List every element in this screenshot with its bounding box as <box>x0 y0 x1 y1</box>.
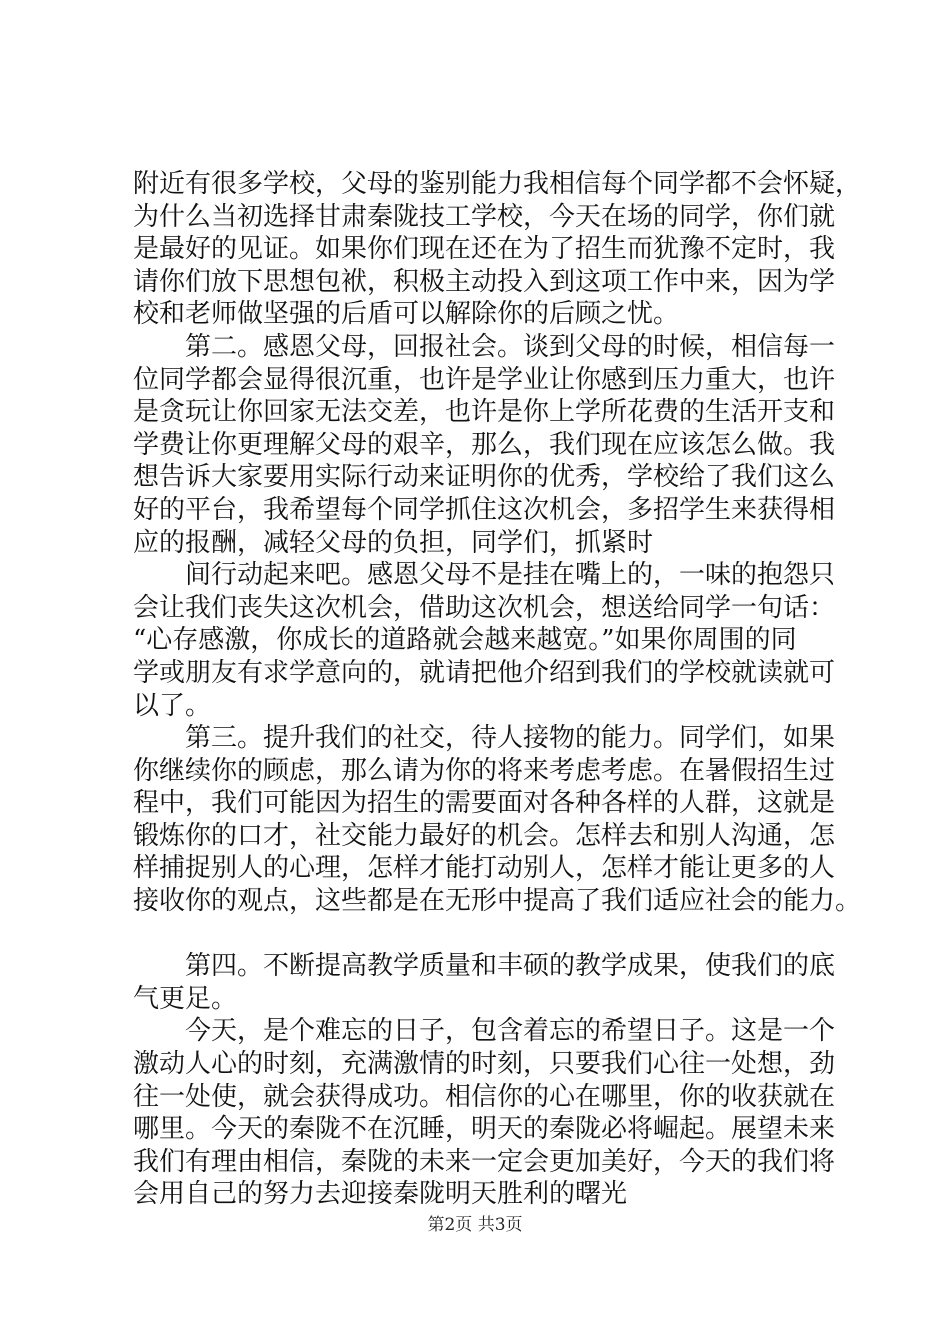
text-line: 是最好的见证。如果你们现在还在为了招生而犹豫不定时，我 <box>133 234 836 265</box>
text-line: 会用自己的努力去迎接秦陇明天胜利的曙光 <box>133 1179 628 1210</box>
text-line: 第二。感恩父母，回报社会。谈到父母的时候，相信每一 <box>133 331 836 362</box>
text-line: 想告诉大家要用实际行动来证明你的优秀，学校给了我们这么 <box>133 462 836 493</box>
text-line: 哪里。今天的秦陇不在沉睡，明天的秦陇必将崛起。展望未来 <box>133 1114 836 1145</box>
text-line: 好的平台，我希望每个同学抓住这次机会，多招学生来获得相 <box>133 494 836 525</box>
text-line: 今天，是个难忘的日子，包含着忘的希望日子。这是一个 <box>133 1016 836 1047</box>
text-line: 气更足。 <box>133 983 238 1014</box>
text-line: 你继续你的顾虑，那么请为你的将来考虑考虑。在暑假招生过 <box>133 755 836 786</box>
text-line: 学费让你更理解父母的艰辛，那么，我们现在应该怎么做。我 <box>133 429 836 460</box>
text-line: 会让我们丧失这次机会，借助这次机会，想送给同学一句话： <box>133 592 836 623</box>
text-line: 应的报酬，减轻父母的负担，同学们，抓紧时 <box>133 527 654 558</box>
text-line: 第四。不断提高教学质量和丰硕的教学成果，使我们的底 <box>133 951 836 982</box>
text-line: 学或朋友有求学意向的，就请把他介绍到我们的学校就读就可 <box>133 657 836 688</box>
text-line: 校和老师做坚强的后盾可以解除你的后顾之忧。 <box>133 299 680 330</box>
text-line: 是贪玩让你回家无法交差，也许是你上学所花费的生活开支和 <box>133 397 836 428</box>
text-line: “心存感激，你成长的道路就会越来越宽。”如果你周围的同 <box>133 625 797 656</box>
text-line: 间行动起来吧。感恩父母不是挂在嘴上的，一味的抱怨只 <box>133 560 836 591</box>
text-line: 激动人心的时刻，充满激情的时刻，只要我们心往一处想，劲 <box>133 1049 836 1080</box>
text-line: 样捕捉别人的心理，怎样才能打动别人，怎样才能让更多的人 <box>133 853 836 884</box>
page-number-footer: 第2页 共3页 <box>427 1215 523 1235</box>
text-line: 往一处使，就会获得成功。相信你的心在哪里，你的收获就在 <box>133 1081 836 1112</box>
text-line: 位同学都会显得很沉重，也许是学业让你感到压力重大，也许 <box>133 364 836 395</box>
text-line: 锻炼你的口才，社交能力最好的机会。怎样去和别人沟通，怎 <box>133 820 836 851</box>
text-line: 程中，我们可能因为招生的需要面对各种各样的人群，这就是 <box>133 788 836 819</box>
text-line: 以了。 <box>133 690 212 721</box>
text-line: 请你们放下思想包袱，积极主动投入到这项工作中来，因为学 <box>133 266 836 297</box>
paragraph-gap <box>133 918 838 951</box>
text-line: 为什么当初选择甘肃秦陇技工学校，今天在场的同学，你们就 <box>133 201 836 232</box>
text-line: 附近有很多学校，父母的鉴别能力我相信每个同学都不会怀疑， <box>133 169 862 199</box>
text-line: 接收你的观点，这些都是在无形中提高了我们适应社会的能力。 <box>133 886 862 917</box>
text-line: 我们有理由相信，秦陇的未来一定会更加美好，今天的我们将 <box>133 1146 836 1177</box>
body-text <box>133 168 862 1211</box>
text-line: 第三。提升我们的社交，待人接物的能力。同学们，如果 <box>133 723 836 754</box>
